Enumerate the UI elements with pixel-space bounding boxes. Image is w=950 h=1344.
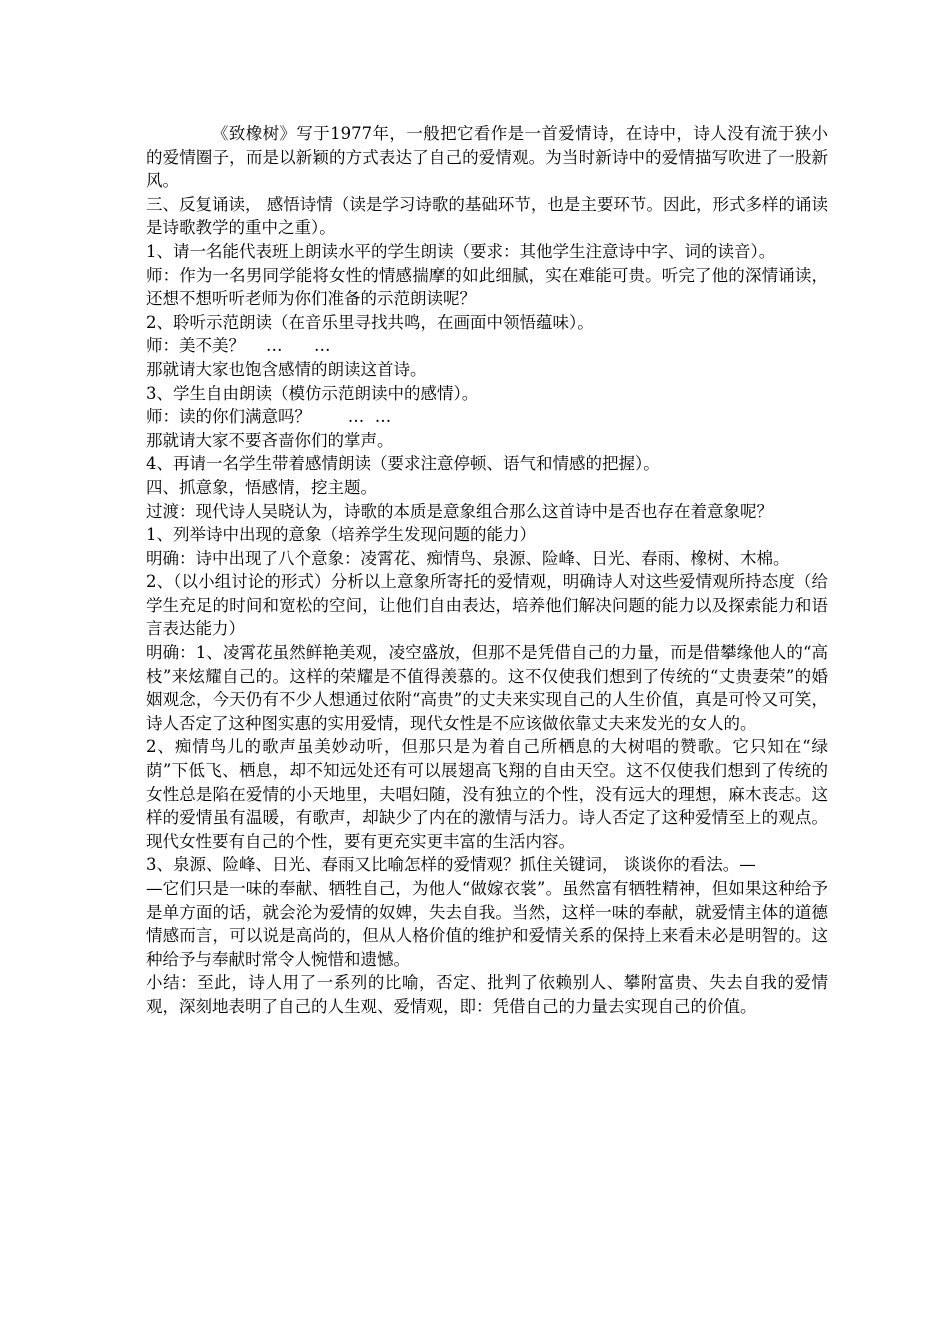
- transition-paragraph: 过渡：现代诗人吴晓认为，诗歌的本质是意象组合那么这首诗中是否也存在着意象呢？: [146, 501, 773, 521]
- list-item: 2、痴情鸟儿的歌声虽美妙动听，但那只是为着自己所栖息的大树唱的赞歌。它只知在“绿荫”下低飞、栖息，却不知远处还有可以展翅高飞翔的自由天空。这不仅使我们想到了传统的女性总是陷在爱情的小天地里，夫唱妇随，没有独立的个性，没有远大的理想，麻木丧志。这样的爱情虽有温暖，有歌声，却缺少了内在的激情与活力。诗人否定了这种爱情至上的观点。现代女性要有自己的个性，要有更充实更丰富的生活内容。: [146, 737, 828, 851]
- section-heading-three: 三、反复诵读， 感悟诗情（读是学习诗歌的基础环节，也是主要环节。因此，形式多样的诵读是诗歌教学的重中之重）。: [146, 194, 828, 238]
- clarification-paragraph: 明确：诗中出现了八个意象：凌霄花、痴情鸟、泉源、险峰、日光、春雨、橡树、木棉。: [146, 548, 790, 568]
- teacher-instruction: 那就请大家不要吝啬你们的掌声。: [146, 430, 394, 450]
- intro-paragraph: 《致橡树》写于1977年，一般把它看作是一首爱情诗，在诗中，诗人没有流于狭小的爱情圈子，而是以新颖的方式表达了自己的爱情观。为当时新诗中的爱情描写吹进了一股新风。: [146, 124, 828, 191]
- document-page: [146, 122, 828, 1019]
- list-item: 1、列举诗中出现的意象（培养学生发现问题的能力）: [146, 525, 536, 545]
- teacher-remark: 师：作为一名男同学能将女性的情感揣摩的如此细腻，实在难能可贵。听完了他的深情诵读，还想不想听听老师为你们准备的示范朗读呢？: [146, 265, 828, 309]
- teacher-question: 师：读的你们满意吗？ … …: [146, 407, 392, 427]
- step-four: 4、再请一名学生带着感情朗读（要求注意停顿、语气和情感的把握）。: [146, 454, 660, 474]
- clarification-paragraph: 明确：1、凌霄花虽然鲜艳美观，凌空盛放，但那不是凭借自己的力量，而是借攀缘他人的“高枝”来炫耀自己的。这样的荣耀是不值得羡慕的。这不仅使我们想到了传统的“丈贵妻荣”的婚姻观念，今天仍有不少人想通过依附“高贵”的丈夫来实现自己的人生价值，真是可怜又可笑，诗人否定了这种图实惠的实用爱情，现代女性是不应该做依靠丈夫来发光的女人的。: [146, 643, 828, 733]
- step-two: 2、聆听示范朗读（在音乐里寻找共鸣，在画面中领悟蕴味）。: [146, 312, 594, 332]
- list-item: 2、（以小组讨论的形式）分析以上意象所寄托的爱情观，明确诗人对这些爱情观所持态度（给学生充足的时间和宽松的空间，让他们自由表达，培养他们解决问题的能力以及探索能力和语言表达能力）: [146, 572, 828, 639]
- teacher-instruction: 那就请大家也饱含感情的朗读这首诗。: [146, 359, 427, 379]
- list-item: 3、泉源、险峰、日光、春雨又比喻怎样的爱情观？抓住关键词， 谈谈你的看法。—: [146, 855, 756, 875]
- teacher-question: 师：美不美？ … …: [146, 336, 331, 356]
- step-three: 3、学生自由朗读（模仿示范朗读中的感情）。: [146, 383, 479, 403]
- section-heading-four: 四、抓意象，悟感情，挖主题。: [146, 477, 377, 497]
- step-one: 1、请一名能代表班上朗读水平的学生朗读（要求：其他学生注意诗中字、词的读音）。: [146, 241, 776, 261]
- summary-paragraph: 小结：至此，诗人用了一系列的比喻，否定、批判了依赖别人、攀附富贵、失去自我的爱情观，深刻地表明了自己的人生观、爱情观，即：凭借自己的力量去实现自己的价值。: [146, 973, 828, 1016]
- answer-paragraph: —它们只是一味的奉献、牺牲自己，为他人“做嫁衣裳”。虽然富有牺牲精神，但如果这种给予是单方面的话，就会沦为爱情的奴婢，失去自我。当然，这样一味的奉献，就爱情主体的道德情感而言，可以说是高尚的，但从人格价值的维护和爱情关系的保持上来看未必是明智的。这种给予与奉献时常令人惋惜和遗憾。: [146, 879, 828, 969]
